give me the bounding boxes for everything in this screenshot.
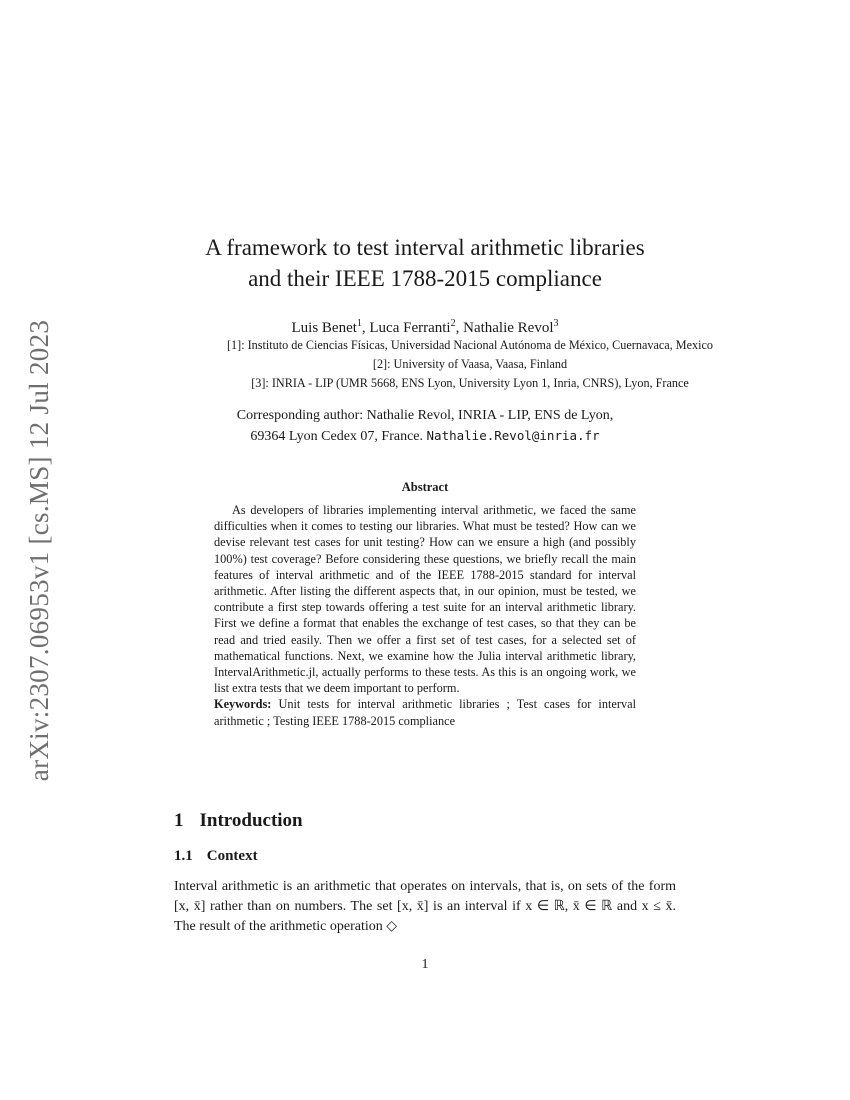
paper-title-line-1: A framework to test interval arithmetic libraries	[205, 235, 645, 260]
keywords-line	[214, 696, 636, 728]
author-name: Luis Benet	[291, 320, 357, 336]
corresponding-author-block	[0, 406, 850, 447]
author-name: Luca Ferranti	[369, 320, 451, 336]
page-number: 1	[421, 957, 429, 972]
body-text-segment: and	[612, 899, 642, 914]
section-number: 1	[174, 810, 184, 831]
paper-title-line-2: and their IEEE 1788-2015 compliance	[248, 266, 602, 291]
abstract-heading: Abstract	[401, 480, 449, 494]
affiliation-list	[0, 336, 850, 393]
affiliation-line: [2]: University of Vaasa, Vaasa, Finland	[372, 357, 568, 371]
keywords-text: Unit tests for interval arithmetic libraries ; Test cases for interval arithmetic ; Testing IEEE 1788-2015 compliance	[214, 697, 636, 728]
math-expression: x ≤ x̄	[641, 899, 673, 914]
body-text-segment: rather than on numbers. The set	[205, 899, 398, 914]
corresponding-author-address: 69364 Lyon Cedex 07, France.	[250, 429, 424, 444]
author-name: Nathalie Revol	[463, 320, 554, 336]
keywords-label: Keywords:	[214, 697, 272, 712]
math-interval: [x, x̄]	[397, 899, 429, 914]
corresponding-author-line-2	[0, 426, 850, 447]
author-affiliation-mark: 1	[356, 318, 362, 329]
arxiv-identifier-text: arXiv:2307.06953v1 [cs.MS] 12 Jul 2023	[24, 319, 55, 781]
body-text-segment: . The result of the arithmetic operation	[174, 899, 677, 934]
math-interval: [x, x̄]	[174, 899, 206, 914]
corresponding-author-line-1: Corresponding author: Nathalie Revol, INRIA - LIP, ENS de Lyon,	[236, 408, 614, 423]
corresponding-author-email[interactable]: Nathalie.Revol@inria.fr	[426, 428, 600, 443]
subsection-heading	[174, 848, 258, 865]
author-list: Luis Benet$^1$, Luca Ferranti$^2$, Nathalie Revol$^3$	[291, 318, 559, 336]
section-heading	[174, 810, 303, 832]
affiliation-line: [3]: INRIA - LIP (UMR 5668, ENS Lyon, University Lyon 1, Inria, CNRS), Lyon, France	[251, 376, 689, 390]
body-text-segment: Interval arithmetic is an arithmetic that operates on intervals, that is, on sets of the form	[174, 879, 676, 894]
intro-paragraph	[174, 877, 676, 937]
math-expression: x ∈ ℝ, x̄ ∈ ℝ	[525, 899, 613, 914]
author-affiliation-mark: 2	[450, 318, 456, 329]
abstract-paragraph: As developers of libraries implementing interval arithmetic, we faced the same difficulties when it comes to testing our libraries. What must be tested? How can we devise relevant test cases for unit testing? How can we ensure a high (and possibly 100%) test coverage? Before considering these questions, we briefly recall the main features of interval arithmetic and of the IEEE 1788-2015 standard for interval arithmetic. After listing the different aspects that, in our opinion, must be tested, we contribute a first step towards offering a test suite for an interval arithmetic library. First we define a format that enables the exchange of test cases, so that they can be read and tried easily. Then we offer a first set of test cases, for a selected set of mathematical functions. Next, we examine how the Julia interval arithmetic library, IntervalArithmetic.jl, actually performs to these tests. As this is an ongoing work, we list extra tests that we deem important to perform.	[214, 503, 636, 696]
affiliation-line: [1]: Instituto de Ciencias Físicas, Universidad Nacional Autónoma de México, Cuernavaca, Mexico	[226, 338, 714, 352]
section-title: Introduction	[199, 810, 303, 831]
body-text-segment: is an interval if	[428, 899, 526, 914]
paper-title	[0, 232, 850, 294]
subsection-number: 1.1	[174, 848, 193, 864]
abstract-body	[214, 502, 636, 729]
author-affiliation-mark: 3	[553, 318, 559, 329]
subsection-title: Context	[206, 848, 258, 864]
math-operator-symbol: ◇	[386, 919, 398, 934]
